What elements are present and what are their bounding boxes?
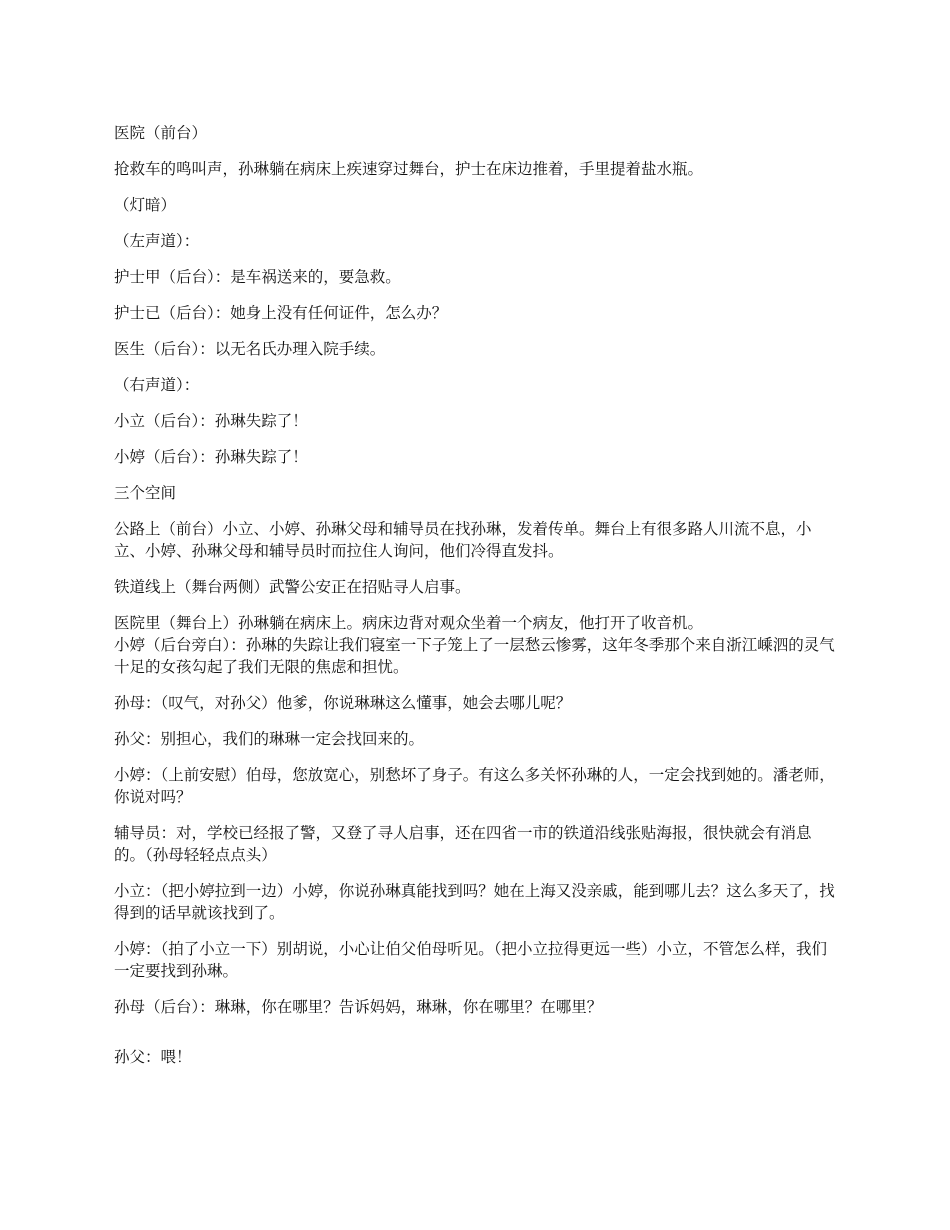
stage-direction-railway: 铁道线上（舞台两侧）武警公安正在招贴寻人启事。: [114, 578, 471, 596]
stage-direction-hospital-ward: 医院里（舞台上）孙琳躺在病床上。病床边背对观众坐着一个病友，他打开了收音机。: [114, 614, 704, 632]
stage-direction: 抢救车的鸣叫声，孙琳躺在病床上疾速穿过舞台，护士在床边推着，手里提着盐水瓶。: [114, 160, 704, 178]
dialogue-line: 小立（后台）：孙琳失踪了！: [114, 412, 308, 430]
audio-channel-right: （右声道）：: [114, 376, 200, 394]
dialogue-line: 孙母：（叹气，对孙父）他爹，你说琳琳这么懂事，她会去哪儿呢？: [114, 694, 572, 712]
audio-channel-left: （左声道）：: [114, 232, 200, 250]
dialogue-line: 小立：（把小婷拉到一边）小婷，你说孙琳真能找到吗？她在上海又没亲戚，能到哪儿去？这么多天了，找得到的话早就该找到了。: [114, 882, 835, 922]
dialogue-line: 孙父：别担心，我们的琳琳一定会找回来的。: [114, 730, 425, 748]
dialogue-line: 孙父：喂！: [114, 1048, 192, 1066]
narration-line: 小婷（后台旁白）：孙琳的失踪让我们寝室一下子笼上了一层愁云惨雾，这年冬季那个来自浙江嵊泗的灵气十足的女孩勾起了我们无限的焦虑和担忧。: [114, 636, 835, 676]
script-page: [114, 122, 842, 1082]
dialogue-line: 医生（后台）：以无名氏办理入院手续。: [114, 340, 386, 358]
dialogue-line: 孙母（后台）：琳琳，你在哪里？告诉妈妈，琳琳，你在哪里？在哪里？: [114, 998, 603, 1016]
dialogue-line: 小婷：（拍了小立一下）别胡说，小心让伯父伯母听见。（把小立拉得更远一些）小立，不管怎么样，我们一定要找到孙琳。: [114, 940, 828, 980]
dialogue-line: 护士已（后台）：她身上没有任何证件，怎么办？: [114, 304, 448, 322]
dialogue-line: 小婷（后台）：孙琳失踪了！: [114, 448, 308, 466]
stage-direction-lights: （灯暗）: [114, 196, 177, 214]
dialogue-line: 小婷：（上前安慰）伯母，您放宽心，别愁坏了身子。有这么多关怀孙琳的人，一定会找到她的。潘老师，你说对吗？: [114, 766, 835, 806]
stage-direction-road: 公路上（前台）小立、小婷、孙琳父母和辅导员在找孙琳，发着传单。舞台上有很多路人川流不息，小立、小婷、孙琳父母和辅导员时而拉住人询问，他们冷得直发抖。: [114, 520, 812, 560]
dialogue-line: 护士甲（后台）：是车祸送来的，要急救。: [114, 268, 401, 286]
scene-heading-hospital: 医院（前台）: [114, 124, 208, 142]
scene-heading-three-spaces: 三个空间: [114, 484, 177, 502]
dialogue-line: 辅导员：对，学校已经报了警，又登了寻人启事，还在四省一市的铁道沿线张贴海报，很快就会有消息的。（孙母轻轻点点头）: [114, 824, 812, 864]
